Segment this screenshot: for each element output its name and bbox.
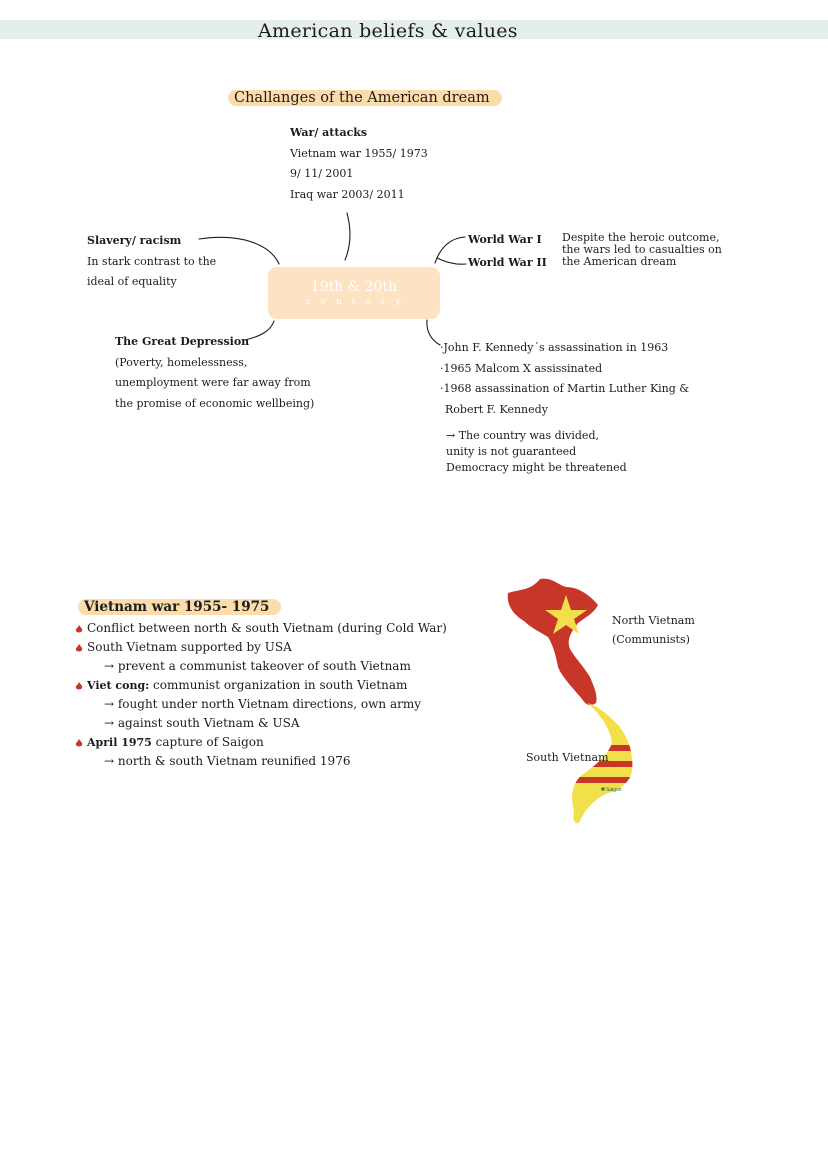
assassinations-conclusion: [446, 428, 627, 476]
north-label-line: (Communists): [612, 633, 690, 646]
list-item: April 1975 capture of Saigon: [74, 733, 447, 752]
depression-block: [115, 332, 314, 414]
war-item: 9/ 11/ 2001: [290, 167, 354, 180]
conclusion-line: Democracy might be threatened: [446, 461, 627, 474]
world-wars-note-line: the wars led to casualties on: [562, 243, 722, 256]
assassination-item: ·1965 Malcom X assissinated: [440, 361, 603, 375]
vietnam-heading-text: Vietnam war 1955- 1975: [78, 599, 281, 615]
war-item: Vietnam war 1955/ 1973: [290, 146, 428, 160]
depression-line: (Poverty, homelessness,: [115, 355, 248, 369]
list-subitem: → against south Vietnam & USA: [104, 716, 300, 730]
vietnam-bullet-list: [74, 619, 447, 771]
list-subitem: → north & south Vietnam reunified 1976: [104, 754, 351, 768]
center-line-1: 19th & 20th: [310, 279, 398, 295]
center-line-2: century: [305, 297, 411, 307]
list-item: South Vietnam supported by USA: [74, 638, 447, 657]
slavery-block: [87, 231, 216, 293]
depression-heading: The Great Depression: [115, 335, 250, 348]
connector-war: [345, 213, 350, 260]
bullet-icon: [74, 643, 84, 653]
mindmap-center-node: [268, 267, 440, 319]
mindmap-heading-text: Challanges of the American dream: [228, 90, 502, 106]
world-wars-note-line: the American dream: [562, 255, 677, 268]
assassination-continuation: Robert F. Kennedy: [445, 402, 548, 416]
saigon-label: Saigon: [606, 787, 622, 793]
conclusion-line: → The country was divided,: [446, 429, 599, 442]
assassination-item: ·1968 assassination of Martin Luther King &: [440, 382, 690, 395]
bullet-icon: [74, 681, 84, 691]
north-vietnam-shape: [508, 579, 598, 705]
connector-assassinations: [427, 320, 440, 345]
connector-world-wars: [435, 237, 466, 264]
list-subitem: → fought under north Vietnam directions, own army: [104, 697, 422, 711]
world-war-item: World War II: [468, 256, 547, 269]
slavery-heading: Slavery/ racism: [87, 234, 182, 247]
bullet-icon: [74, 624, 84, 634]
list-item: Viet cong: communist organization in south Vietnam: [74, 676, 447, 695]
page-title: American beliefs & values: [258, 20, 518, 42]
list-item: Conflict between north & south Vietnam (during Cold War): [74, 619, 447, 638]
world-war-item: World War I: [468, 233, 542, 246]
war-block: [290, 123, 428, 205]
list-subitem: → prevent a communist takeover of south Vietnam: [104, 659, 411, 673]
north-vietnam-label: [612, 611, 695, 649]
slavery-line: ideal of equality: [87, 275, 177, 288]
bullet-icon: [74, 738, 84, 748]
world-wars-note-line: Despite the heroic outcome,: [562, 231, 720, 244]
world-wars-note: [562, 232, 722, 268]
assassination-item: ·John F. Kennedy´s assassination in 1963: [440, 341, 669, 354]
slavery-line: In stark contrast to the: [87, 254, 217, 268]
war-heading: War/ attacks: [290, 126, 368, 139]
assassinations-block: [440, 338, 689, 420]
conclusion-line: unity is not guaranteed: [446, 445, 577, 458]
saigon-marker: [601, 787, 605, 791]
south-vietnam-label: South Vietnam: [526, 751, 609, 764]
world-wars-block: [468, 228, 547, 274]
war-item: Iraq war 2003/ 2011: [290, 187, 405, 201]
depression-line: unemployment were far away from: [115, 376, 311, 389]
vietnam-heading: [78, 599, 281, 615]
depression-line: the promise of economic wellbeing): [115, 396, 315, 410]
north-label-line: North Vietnam: [612, 614, 695, 627]
